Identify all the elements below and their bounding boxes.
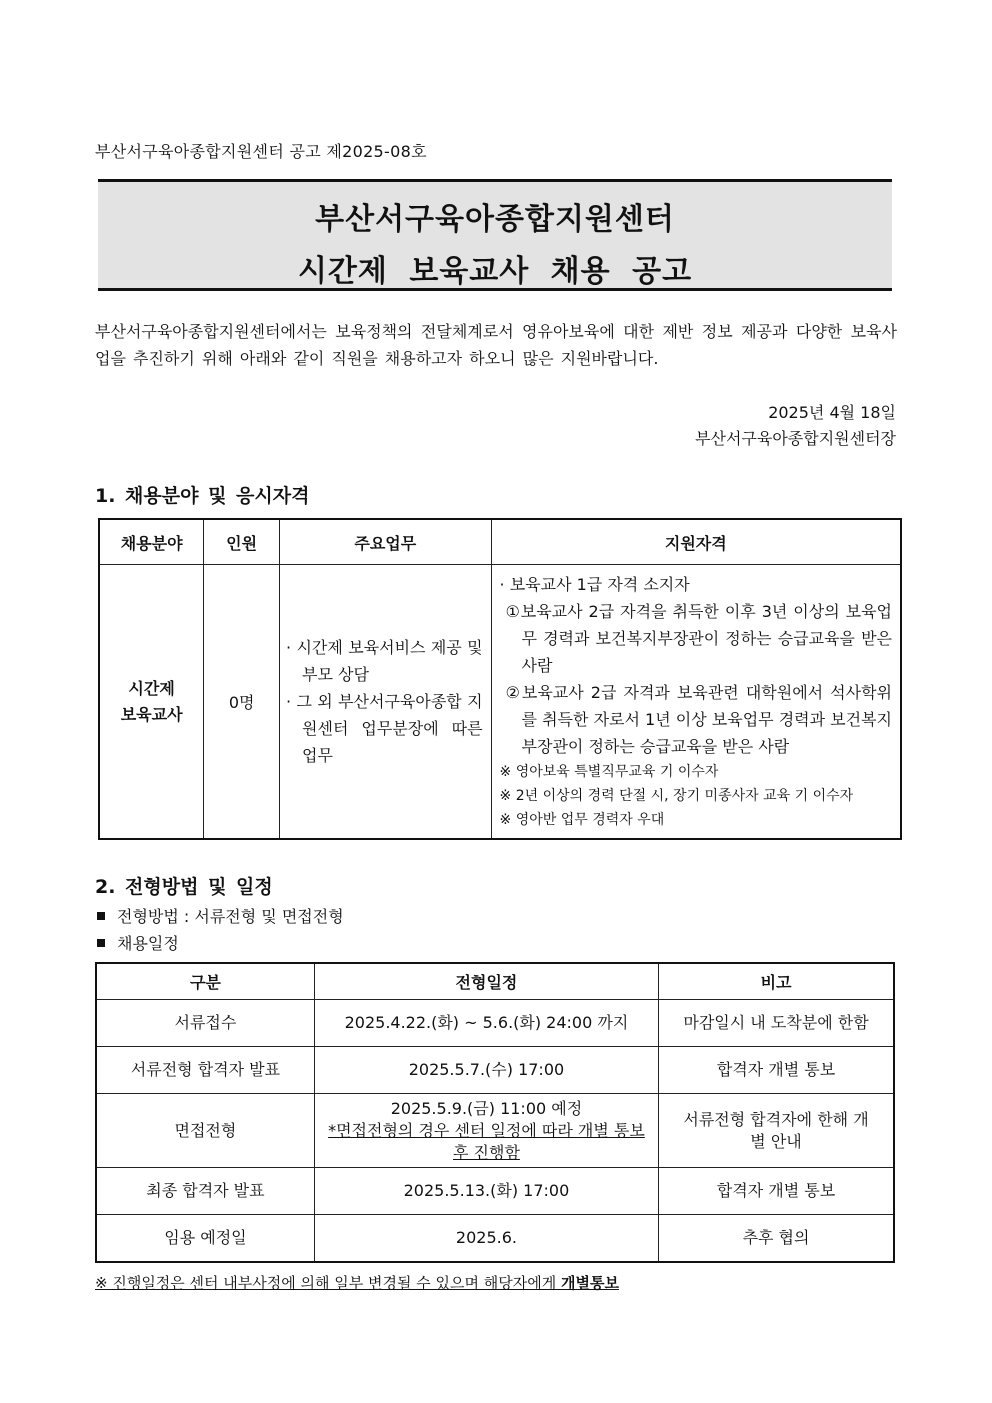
note-cell: 마감일시 내 도착분에 한함	[659, 1000, 894, 1047]
section2-heading: 2. 전형방법 및 일정	[95, 876, 273, 898]
schedule-label: 채용일정	[117, 934, 179, 953]
footnote-emphasis: 개별통보	[560, 1274, 619, 1292]
table-header-row	[99, 519, 901, 565]
schedule-bullet	[97, 931, 179, 954]
duty-item: · 시간제 보육서비스 제공 및 부모 상담	[286, 638, 483, 684]
note-cell: 합격자 개별 통보	[659, 1168, 894, 1215]
title-line-1: 부산서구육아종합지원센터	[315, 202, 675, 237]
table-row	[96, 1047, 894, 1094]
header-schedule: 전형일정	[314, 963, 658, 1000]
footnote-text: ※ 진행일정은 센터 내부사정에 의해 일부 변경될 수 있으며 해당자에게	[95, 1274, 561, 1292]
footnote	[95, 1272, 619, 1293]
method-text: 전형방법 : 서류전형 및 면접전형	[117, 907, 344, 926]
date-cell	[314, 1094, 658, 1168]
table-row	[96, 1215, 894, 1263]
notice-date: 2025년 4월 18일	[768, 403, 896, 422]
stage-cell: 서류전형 합격자 발표	[96, 1047, 314, 1094]
section1-heading: 1. 채용분야 및 응시자격	[95, 485, 310, 507]
date-cell: 2025.5.7.(수) 17:00	[314, 1047, 658, 1094]
note-cell: 추후 협의	[659, 1215, 894, 1263]
stage-cell: 임용 예정일	[96, 1215, 314, 1263]
stage-cell: 서류접수	[96, 1000, 314, 1047]
qualification-cell	[491, 565, 901, 840]
header-duties: 주요업무	[280, 519, 492, 565]
field-cell	[99, 565, 204, 840]
table-row	[96, 1168, 894, 1215]
square-bullet-icon	[97, 912, 105, 920]
header-stage: 구분	[96, 963, 314, 1000]
method-bullet	[97, 904, 344, 927]
qualification-note: ※ 2년 이상의 경력 단절 시, 장기 미종사자 교육 기 이수자	[499, 788, 854, 804]
recruitment-table	[98, 518, 902, 840]
qualification-sub: ①보육교사 2급 자격을 취득한 이후 3년 이상의 보육업무 경력과 보건복지부장관이 정하는 승급교육을 받은 사람	[505, 602, 892, 675]
qualification-main: · 보육교사 1급 자격 소지자	[499, 575, 690, 594]
header-note: 비고	[659, 963, 894, 1000]
qualification-sub: ②보육교사 2급 자격과 보육관련 대학원에서 석사학위를 취득한 자로서 1년 이상 보육업무 경력과 보건복지부장관이 정하는 승급교육을 받은 사람	[505, 683, 892, 756]
note-cell: 합격자 개별 통보	[659, 1047, 894, 1094]
table-header-row	[96, 963, 894, 1000]
interview-date: 2025.5.9.(금) 11:00 예정	[390, 1098, 583, 1118]
stage-cell: 최종 합격자 발표	[96, 1168, 314, 1215]
notice-number: 부산서구육아종합지원센터 공고 제2025-08호	[95, 142, 427, 161]
table-row	[96, 1000, 894, 1047]
intro-paragraph: 부산서구육아종합지원센터에서는 보육정책의 전달체계로서 영유아보육에 대한 제반 정보 제공과 다양한 보육사업을 추진하기 위해 아래와 같이 직원을 채용하고자 하오니 많은 지원바랍니다.	[95, 322, 897, 368]
title-box	[98, 179, 892, 291]
square-bullet-icon	[97, 939, 105, 947]
field-line-1: 시간제	[128, 678, 175, 698]
header-qualification: 지원자격	[491, 519, 901, 565]
table-row	[99, 565, 901, 840]
note-cell: 서류전형 합격자에 한해 개별 안내	[659, 1094, 894, 1168]
issuer: 부산서구육아종합지원센터장	[695, 429, 896, 448]
interview-date-note: *면접전형의 경우 센터 일정에 따라 개별 통보 후 진행함	[328, 1120, 645, 1162]
date-cell: 2025.6.	[314, 1215, 658, 1263]
count-cell: 0명	[204, 565, 280, 840]
qualification-note: ※ 영아반 업무 경력자 우대	[499, 812, 665, 828]
title-line-2: 시간제 보육교사 채용 공고	[297, 254, 693, 289]
date-cell: 2025.4.22.(화) ~ 5.6.(화) 24:00 까지	[314, 1000, 658, 1047]
stage-cell: 면접전형	[96, 1094, 314, 1168]
header-field: 채용분야	[99, 519, 204, 565]
qualification-note: ※ 영아보육 특별직무교육 기 이수자	[499, 764, 719, 780]
table-row	[96, 1094, 894, 1168]
header-count: 인원	[204, 519, 280, 565]
field-line-2: 보육교사	[120, 704, 183, 724]
duties-cell	[280, 565, 492, 840]
duty-item: · 그 외 부산서구육아종합 지원센터 업무분장에 따른 업무	[286, 692, 483, 765]
schedule-table	[95, 962, 895, 1263]
date-cell: 2025.5.13.(화) 17:00	[314, 1168, 658, 1215]
